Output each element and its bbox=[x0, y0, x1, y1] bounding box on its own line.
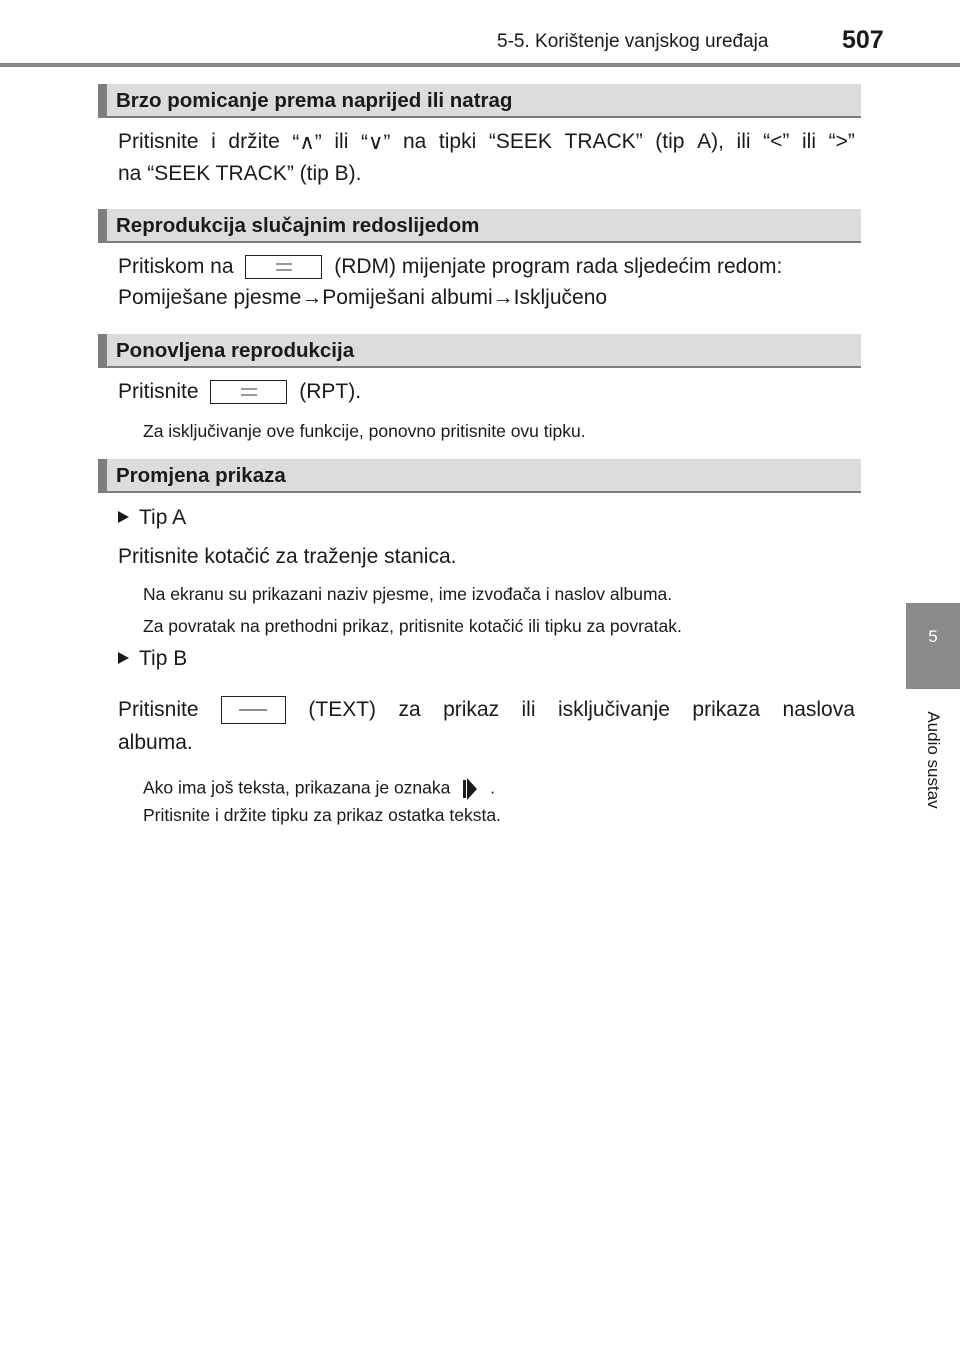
random-line-2: Pomiješane pjesme→Pomiješani albumi→Isključeno bbox=[118, 286, 608, 309]
word: “∧” bbox=[292, 131, 322, 154]
type-a-label bbox=[118, 506, 186, 530]
text: Ako ima još teksta, prikazana je oznaka bbox=[143, 777, 451, 798]
type-a-text: Pritisnite kotačić za traženje stanica. bbox=[118, 545, 457, 568]
word: isključivanje bbox=[557, 698, 670, 721]
chapter-label: Audio sustav bbox=[924, 711, 943, 809]
word: TRACK” bbox=[564, 130, 643, 153]
header-rule bbox=[0, 63, 960, 67]
section-title: Ponovljena reprodukcija bbox=[116, 339, 355, 362]
triangle-bullet-icon bbox=[118, 652, 129, 664]
word: “SEEK bbox=[488, 130, 552, 153]
section-heading-random bbox=[98, 209, 861, 243]
rdm-button-icon bbox=[245, 255, 322, 279]
header-title: 5-5. Korištenje vanjskog uređaja bbox=[497, 31, 769, 52]
text: Tip B bbox=[139, 647, 188, 670]
word: i bbox=[211, 130, 216, 153]
random-line-1 bbox=[118, 255, 782, 279]
word: držite bbox=[228, 130, 280, 153]
text-button-icon bbox=[221, 696, 286, 724]
word: prikaz bbox=[443, 698, 500, 721]
word: ili bbox=[334, 130, 349, 153]
section-title: Reprodukcija slučajnim redoslijedom bbox=[116, 214, 480, 237]
word: prikaza bbox=[692, 698, 761, 721]
text: (RDM) mijenjate program rada sljedećim redom: bbox=[334, 255, 783, 278]
fast-line-1 bbox=[118, 130, 855, 155]
word: “>” bbox=[828, 130, 855, 153]
word: (tip bbox=[655, 130, 685, 153]
text: Pritisnite bbox=[118, 380, 199, 403]
rpt-button-icon bbox=[210, 380, 287, 404]
word: (TEXT) bbox=[308, 698, 377, 721]
word: ili bbox=[521, 698, 536, 721]
word: Pritisnite bbox=[118, 698, 199, 721]
word: tipki bbox=[438, 130, 477, 153]
section-title: Promjena prikaza bbox=[116, 464, 286, 487]
type-a-note-2: Za povratak na prethodni prikaz, pritisnite kotačić ili tipku za povratak. bbox=[143, 616, 682, 636]
type-b-line-1 bbox=[118, 696, 855, 724]
text: Pritiskom na bbox=[118, 255, 234, 278]
section-heading-repeat bbox=[98, 334, 861, 368]
chapter-number: 5 bbox=[928, 627, 938, 646]
word: naslova bbox=[782, 698, 855, 721]
repeat-line-1 bbox=[118, 380, 361, 404]
word: ili bbox=[802, 130, 817, 153]
chapter-tab-rule bbox=[906, 687, 960, 689]
type-b-note-2: Pritisnite i držite tipku za prikaz ostatka teksta. bbox=[143, 805, 501, 825]
text: . bbox=[490, 777, 496, 798]
type-a-note-1: Na ekranu su prikazani naziv pjesme, ime izvođača i naslov albuma. bbox=[143, 584, 673, 604]
word: “∨” bbox=[360, 131, 391, 154]
word: A), bbox=[697, 130, 724, 153]
type-b-label bbox=[118, 647, 187, 671]
fast-line-2: na “SEEK TRACK” (tip B). bbox=[118, 162, 362, 185]
word: “<” bbox=[763, 130, 790, 153]
more-text-arrow-icon bbox=[455, 776, 485, 802]
type-b-line-2: albuma. bbox=[118, 731, 193, 754]
section-heading-fast bbox=[98, 84, 861, 118]
type-b-note-1 bbox=[143, 776, 495, 802]
word: Pritisnite bbox=[118, 130, 199, 153]
word: za bbox=[398, 698, 421, 721]
word: ili bbox=[736, 130, 751, 153]
section-heading-display bbox=[98, 459, 861, 493]
text: Tip A bbox=[139, 506, 187, 529]
word: na bbox=[402, 130, 427, 153]
section-title: Brzo pomicanje prema naprijed ili natrag bbox=[116, 89, 513, 112]
page-number: 507 bbox=[842, 26, 884, 54]
repeat-note: Za isključivanje ove funkcije, ponovno pritisnite ovu tipku. bbox=[143, 421, 586, 441]
text: (RPT). bbox=[299, 380, 362, 403]
triangle-bullet-icon bbox=[118, 511, 129, 523]
